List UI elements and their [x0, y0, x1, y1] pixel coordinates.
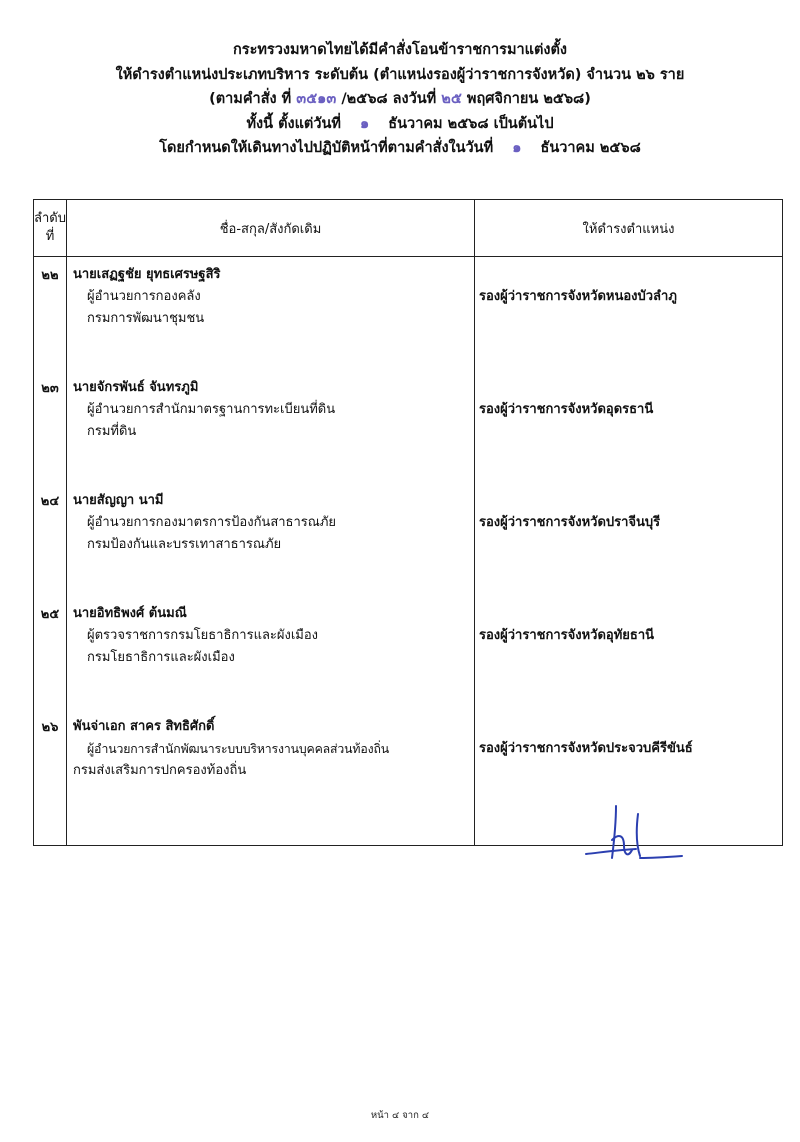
page-number: หน้า ๔ จาก ๔ — [370, 1110, 430, 1121]
new-position: รองผู้ว่าราชการจังหวัดปราจีนบุรี — [479, 514, 661, 530]
order-day: ๒๕ — [441, 91, 462, 107]
new-position: รองผู้ว่าราชการจังหวัดอุดรธานี — [479, 401, 654, 417]
person-name: พันจ่าเอก สาคร สิทธิศักดิ์ — [73, 718, 215, 734]
old-position — [73, 286, 474, 326]
row-number: ๒๒ — [34, 257, 67, 370]
old-position — [73, 738, 474, 778]
person-name: นายสัญญา นามี — [73, 492, 164, 508]
table-row — [34, 596, 783, 709]
appointment-table — [33, 199, 783, 846]
order-label: (ตามคำสั่ง ที่ — [209, 91, 292, 107]
new-position: รองผู้ว่าราชการจังหวัดประจวบคีรีขันธ์ — [479, 740, 693, 756]
table-row — [34, 483, 783, 596]
old-position-title: ผู้ตรวจราชการกรมโยธาธิการและผังเมือง — [87, 627, 319, 643]
person-name: นายอิทธิพงศ์ ต้นมณี — [73, 605, 187, 621]
column-header-number-line1: ลำดับ — [34, 211, 66, 226]
old-position-title: ผู้อำนวยการกองมาตรการป้องกันสาธารณภัย — [87, 514, 337, 530]
header-line-4 — [0, 112, 800, 137]
position-cell — [475, 483, 783, 596]
name-cell — [67, 483, 475, 596]
column-header-number — [34, 200, 67, 257]
order-number: ๓๕๑๓ — [296, 91, 337, 107]
row-number: ๒๔ — [34, 483, 67, 596]
old-organization: กรมป้องกันและบรรเทาสาธารณภัย — [87, 536, 282, 552]
new-position: รองผู้ว่าราชการจังหวัดอุทัยธานี — [479, 627, 655, 643]
name-cell — [67, 596, 475, 709]
old-position — [73, 625, 474, 665]
old-organization: กรมโยธาธิการและผังเมือง — [87, 649, 235, 665]
effective-label: ทั้งนี้ ตั้งแต่วันที่ — [246, 115, 341, 132]
old-organization: กรมที่ดิน — [87, 423, 137, 439]
old-position-title: ผู้อำนวยการสำนักพัฒนาระบบบริหารงานบุคคลส่วนท้องถิ่น — [87, 741, 390, 756]
document-header — [0, 38, 800, 161]
row-number: ๒๕ — [34, 596, 67, 709]
old-position-title: ผู้อำนวยการสำนักมาตรฐานการทะเบียนที่ดิน — [87, 401, 336, 417]
person-name: นายเสฏฐชัย ยุทธเศรษฐสิริ — [73, 267, 221, 282]
person-name: นายจักรพันธ์ จันทรภูมิ — [73, 379, 199, 395]
old-position — [73, 512, 474, 552]
old-organization: กรมการพัฒนาชุมชน — [87, 311, 205, 326]
old-organization: กรมส่งเสริมการปกครองท้องถิ่น — [73, 762, 247, 778]
table-row — [34, 257, 783, 370]
order-month-year: พฤศจิกายน ๒๕๖๘) — [466, 91, 591, 107]
column-header-number-line2: ที่ — [45, 229, 55, 244]
travel-month-year: ธันวาคม ๒๕๖๘ — [540, 140, 641, 156]
column-header-name: ชื่อ-สกุล/สังกัดเดิม — [67, 200, 475, 257]
column-header-position: ให้ดำรงตำแหน่ง — [475, 200, 783, 257]
position-cell — [475, 257, 783, 370]
row-number: ๒๓ — [34, 370, 67, 483]
row-number: ๒๖ — [34, 709, 67, 846]
table-row — [34, 370, 783, 483]
travel-day: ๑ — [512, 140, 522, 156]
position-cell — [475, 370, 783, 483]
header-line-3 — [0, 87, 800, 112]
effective-day: ๑ — [360, 115, 370, 132]
order-year-label: /๒๕๖๘ ลงวันที่ — [341, 91, 437, 107]
name-cell — [67, 370, 475, 483]
position-cell — [475, 596, 783, 709]
old-position-title: ผู้อำนวยการกองคลัง — [87, 289, 201, 304]
signature-mark — [578, 800, 690, 870]
header-line-5 — [0, 136, 800, 161]
effective-month-year: ธันวาคม ๒๕๖๘ เป็นต้นไป — [388, 115, 554, 132]
name-cell — [67, 709, 475, 846]
name-cell — [67, 257, 475, 370]
header-line-2: ให้ดำรงตำแหน่งประเภทบริหาร ระดับต้น (ตำแหน่งรองผู้ว่าราชการจังหวัด) จำนวน ๒๖ ราย — [115, 66, 685, 83]
new-position: รองผู้ว่าราชการจังหวัดหนองบัวลำภู — [479, 289, 677, 304]
old-position — [73, 399, 474, 439]
travel-label: โดยกำหนดให้เดินทางไปปฏิบัติหน้าที่ตามคำสั่งในวันที่ — [159, 140, 494, 156]
header-line-1: กระทรวงมหาดไทยได้มีคำสั่งโอนข้าราชการมาแต่งตั้ง — [233, 42, 567, 58]
